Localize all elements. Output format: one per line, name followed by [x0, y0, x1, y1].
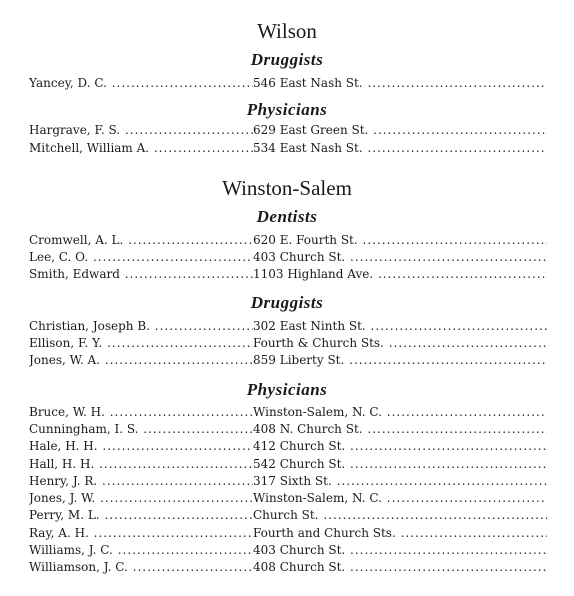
- entry-name: Perry, M. L. .....: [29, 507, 253, 524]
- directory-entry: [29, 456, 547, 473]
- entry-address: 859 Liberty St. .....: [253, 352, 547, 369]
- entry-address: 629 East Green St. .....: [253, 122, 547, 139]
- directory-entry: [29, 438, 547, 455]
- entry-address: Church St. .....: [253, 507, 547, 524]
- entry-name: Cunningham, I. S. .....: [29, 421, 253, 438]
- entry-name: Yancey, D. C. .....: [29, 75, 253, 92]
- entry-address: 542 Church St. .....: [253, 456, 547, 473]
- entry-name: Williamson, J. C. .....: [29, 559, 253, 576]
- city-heading-winston-salem: Winston-Salem: [222, 176, 352, 200]
- entry-name: Ellison, F. Y. .....: [29, 335, 253, 352]
- directory-entry: [29, 335, 547, 352]
- directory-entry: [29, 507, 547, 524]
- entry-name: Bruce, W. H. .....: [29, 404, 253, 421]
- directory-entry: [29, 559, 547, 576]
- entry-name: Ray, A. H. .....: [29, 525, 253, 542]
- entry-address: Winston-Salem, N. C. .....: [253, 404, 547, 421]
- entry-address: 403 Church St. .....: [253, 249, 547, 266]
- entry-address: 1103 Highland Ave. .....: [253, 266, 547, 283]
- entry-address: 408 Church St. .....: [253, 559, 547, 576]
- entry-name: Henry, J. R. .....: [29, 473, 253, 490]
- entry-address: 534 East Nash St. .....: [253, 140, 547, 157]
- entry-name: Smith, Edward .....: [29, 266, 253, 283]
- directory-entry: [29, 249, 547, 266]
- entry-name: Christian, Joseph B. .....: [29, 318, 253, 335]
- entry-name: Jones, J. W. .....: [29, 490, 253, 507]
- category-heading-druggists: Druggists: [250, 293, 324, 312]
- entry-name: Hale, H. H. .....: [29, 438, 253, 455]
- entry-address: 546 East Nash St. .....: [253, 75, 547, 92]
- directory-entry: [29, 352, 547, 369]
- entry-name: Lee, C. O. .....: [29, 249, 253, 266]
- entry-name: Cromwell, A. L. .....: [29, 232, 253, 249]
- entry-address: Fourth & Church Sts. .....: [253, 335, 547, 352]
- directory-entry: [29, 404, 547, 421]
- directory-entry: [29, 490, 547, 507]
- entry-address: 412 Church St. .....: [253, 438, 547, 455]
- directory-entry: [29, 318, 547, 335]
- entry-address: 408 N. Church St. .....: [253, 421, 547, 438]
- directory-entry: [29, 122, 547, 139]
- category-heading-physicians: Physicians: [246, 100, 328, 119]
- directory-entry: [29, 232, 547, 249]
- directory-entry: [29, 266, 547, 283]
- entry-address: 317 Sixth St. .....: [253, 473, 547, 490]
- entry-name: Hargrave, F. S. .....: [29, 122, 253, 139]
- directory-entry: [29, 75, 547, 92]
- entry-address: 620 E. Fourth St. .....: [253, 232, 547, 249]
- category-heading-druggists: Druggists: [250, 50, 324, 69]
- entry-address: Winston-Salem, N. C. .....: [253, 490, 547, 507]
- category-heading-physicians: Physicians: [246, 380, 328, 399]
- city-heading-wilson: Wilson: [257, 19, 317, 43]
- directory-entry: [29, 421, 547, 438]
- entry-name: Jones, W. A. .....: [29, 352, 253, 369]
- entry-address: 403 Church St. .....: [253, 542, 547, 559]
- directory-entry: [29, 140, 547, 157]
- entry-address: Fourth and Church Sts. .....: [253, 525, 547, 542]
- entry-name: Mitchell, William A. .....: [29, 140, 253, 157]
- entry-name: Hall, H. H. .....: [29, 456, 253, 473]
- directory-entry: [29, 542, 547, 559]
- directory-entry: [29, 473, 547, 490]
- directory-entry: [29, 525, 547, 542]
- entry-address: 302 East Ninth St. .....: [253, 318, 547, 335]
- entry-name: Williams, J. C. .....: [29, 542, 253, 559]
- category-heading-dentists: Dentists: [256, 207, 318, 226]
